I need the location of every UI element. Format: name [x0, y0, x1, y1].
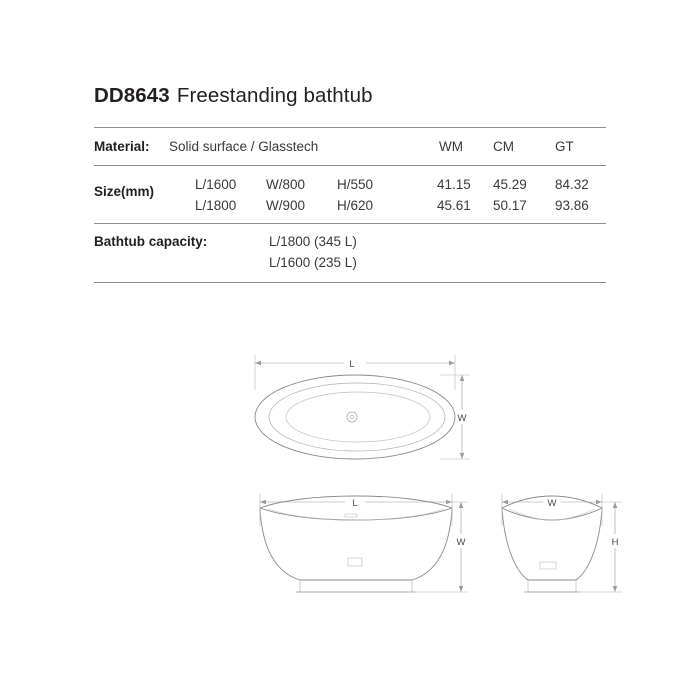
product-name: Freestanding bathtub [176, 84, 373, 107]
table-row-capacity [94, 232, 606, 282]
size-wm-2: 45.61 [437, 198, 471, 213]
drawings-svg [0, 330, 700, 660]
page-title [94, 84, 373, 108]
side-view-drawing [502, 494, 622, 592]
table-row-size [94, 174, 606, 223]
column-header-wm: WM [439, 139, 463, 154]
capacity-value-2: L/1600 (235 L) [269, 255, 357, 270]
table-row-material [94, 137, 606, 165]
size-width-1: W/800 [266, 177, 306, 192]
side-view-width-label: W [547, 498, 557, 509]
top-view-width-label: W [457, 413, 467, 424]
size-height-2: H/620 [337, 198, 374, 213]
product-code: DD8643 [94, 84, 170, 107]
capacity-value-1: L/1800 (345 L) [269, 234, 357, 249]
front-view-width-label: W [456, 537, 466, 548]
table-row-size-2 [94, 198, 606, 219]
front-view-length-label: L [352, 498, 358, 509]
table-rule-bottom [94, 282, 606, 283]
table-row-size-1 [94, 177, 606, 198]
size-length-1: L/1600 [195, 177, 237, 192]
technical-drawings [0, 330, 700, 660]
size-length-2: L/1800 [195, 198, 237, 213]
column-header-gt: GT [555, 139, 574, 154]
size-gt-2: 93.86 [555, 198, 589, 213]
material-value: Solid surface / Glasstech [169, 139, 319, 154]
size-width-2: W/900 [266, 198, 306, 213]
size-cm-1: 45.29 [493, 177, 527, 192]
material-label: Material: [94, 139, 150, 154]
side-view-height-label: H [611, 537, 619, 548]
column-header-cm: CM [493, 139, 514, 154]
size-label: Size(mm) [94, 184, 155, 199]
table-rule-2 [94, 223, 606, 224]
table-rule-1 [94, 165, 606, 166]
front-view-drawing [260, 494, 468, 592]
capacity-label: Bathtub capacity: [94, 234, 208, 249]
size-height-1: H/550 [337, 177, 374, 192]
size-gt-1: 84.32 [555, 177, 589, 192]
table-rule-top [94, 127, 606, 128]
size-wm-1: 41.15 [437, 177, 471, 192]
top-view-drawing [255, 355, 470, 459]
top-view-length-label: L [349, 359, 355, 370]
size-cm-2: 50.17 [493, 198, 527, 213]
